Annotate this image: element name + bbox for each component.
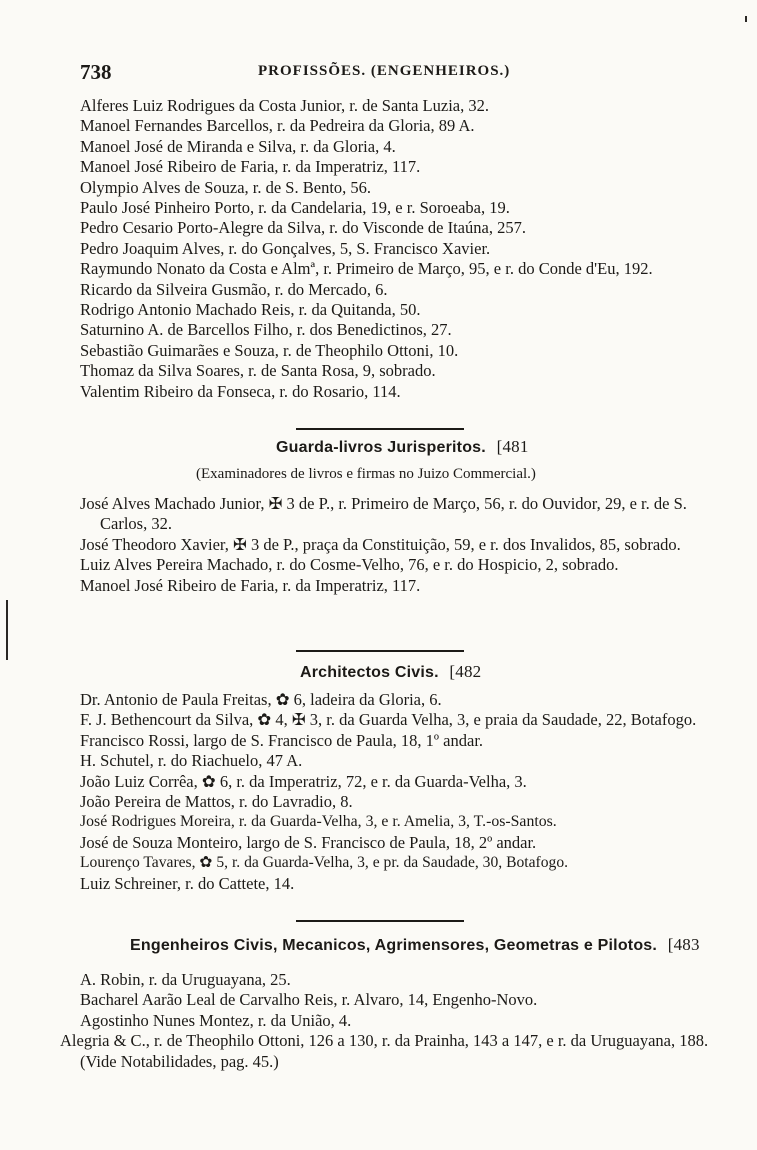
architects-list	[80, 690, 730, 894]
list-item: Francisco Rossi, largo de S. Francisco de Paula, 18, 1º andar.	[80, 730, 484, 750]
section-ref: [483	[667, 935, 700, 954]
list-item: Ricardo da Silveira Gusmão, r. do Mercado, 6.	[80, 279, 388, 299]
list-item: Dr. Antonio de Paula Freitas, ✿ 6, ladeira da Gloria, 6.	[80, 690, 442, 709]
list-item: Paulo José Pinheiro Porto, r. da Candelaria, 19, e r. Soroeaba, 19.	[80, 198, 510, 218]
list-item: Saturnino A. de Barcellos Filho, r. dos Benedictinos, 27.	[80, 320, 452, 340]
running-head: PROFISSÕES. (ENGENHEIROS.)	[258, 63, 511, 79]
section-ref: [482	[449, 662, 482, 681]
list-item: João Luiz Corrêa, ✿ 6, r. da Imperatriz, 72, e r. da Guarda-Velha, 3.	[80, 771, 527, 791]
section-title-engenheiros	[130, 935, 700, 955]
list-item: Manoel José Ribeiro de Faria, r. da Imperatriz, 117.	[80, 575, 421, 595]
list-item: Alferes Luiz Rodrigues da Costa Junior, r. de Santa Luzia, 32.	[80, 96, 489, 115]
list-item: Sebastião Guimarães e Souza, r. de Theophilo Ottoni, 10.	[80, 340, 459, 360]
list-item: Luiz Alves Pereira Machado, r. do Cosme-Velho, 76, e r. do Hospicio, 2, sobrado.	[80, 555, 619, 575]
page-number: 738	[80, 60, 112, 84]
section-title-text: Architectos Civis.	[300, 664, 439, 681]
list-item: Lourenço Tavares, ✿ 5, r. da Guarda-Velha, 3, e pr. da Saudade, 30, Botafogo.	[80, 854, 569, 872]
section-divider	[296, 428, 464, 430]
list-item: José Rodrigues Moreira, r. da Guarda-Velha, 3, e r. Amelia, 3, T.-os-Santos.	[80, 813, 557, 831]
list-item: João Pereira de Mattos, r. do Lavradio, 8.	[80, 792, 353, 812]
guarda-livros-list	[80, 494, 730, 596]
section-title-text: Guarda-livros Jurisperitos.	[276, 439, 486, 456]
civil-engineers-list	[60, 970, 730, 1072]
list-item: Manoel José de Miranda e Silva, r. da Gloria, 4.	[80, 136, 396, 156]
list-item: Olympio Alves de Souza, r. de S. Bento, 56.	[80, 177, 372, 197]
section-note: (Examinadores de livros e firmas no Juizo Commercial.)	[196, 466, 536, 482]
list-item: F. J. Bethencourt da Silva, ✿ 4, ✠ 3, r. da Guarda Velha, 3, e praia da Saudade, 22, Botafogo.	[80, 710, 697, 730]
list-item: Luiz Schreiner, r. do Cattete, 14.	[80, 873, 295, 893]
list-item: Rodrigo Antonio Machado Reis, r. da Quitanda, 50.	[80, 300, 421, 320]
list-item: Thomaz da Silva Soares, r. de Santa Rosa, 9, sobrado.	[80, 361, 436, 381]
scan-edge-mark	[745, 16, 747, 22]
section-title-guarda-livros	[276, 437, 529, 457]
section-ref: [481	[496, 437, 529, 456]
page-header	[80, 60, 740, 86]
engineers-list	[80, 96, 730, 402]
section-title-architectos	[300, 662, 481, 682]
list-item: Manoel Fernandes Barcellos, r. da Pedreira da Gloria, 89 A.	[80, 116, 475, 136]
list-item: José Alves Machado Junior, ✠ 3 de P., r. Primeiro de Março, 56, r. do Ouvidor, 29, e r. de S. Carlos, 32.	[80, 494, 687, 534]
list-item: Pedro Cesario Porto-Alegre da Silva, r. do Visconde de Itaúna, 257.	[80, 218, 526, 238]
scan-edge-mark	[6, 600, 8, 660]
list-item: Raymundo Nonato da Costa e Almª, r. Primeiro de Março, 95, e r. do Conde d'Eu, 192.	[80, 259, 653, 279]
section-divider	[296, 920, 464, 922]
list-item: Pedro Joaquim Alves, r. do Gonçalves, 5, S. Francisco Xavier.	[80, 238, 491, 258]
list-item: José Theodoro Xavier, ✠ 3 de P., praça da Constituição, 59, e r. dos Invalidos, 85, sobrado.	[80, 534, 681, 554]
list-item: H. Schutel, r. do Riachuelo, 47 A.	[80, 751, 303, 771]
section-title-text: Engenheiros Civis, Mecanicos, Agrimensores, Geometras e Pilotos.	[130, 937, 658, 954]
list-item: Agostinho Nunes Montez, r. da União, 4.	[80, 1010, 352, 1030]
list-item: Bacharel Aarão Leal de Carvalho Reis, r. Alvaro, 14, Engenho-Novo.	[80, 990, 538, 1010]
list-item: Manoel José Ribeiro de Faria, r. da Imperatriz, 117.	[80, 157, 421, 177]
list-item: A. Robin, r. da Uruguayana, 25.	[80, 970, 291, 989]
list-item: José de Souza Monteiro, largo de S. Francisco de Paula, 18, 2º andar.	[80, 832, 537, 852]
section-divider	[296, 650, 464, 652]
list-item: Valentim Ribeiro da Fonseca, r. do Rosario, 114.	[80, 381, 401, 401]
list-item: Alegria & C., r. de Theophilo Ottoni, 126 a 130, r. da Prainha, 143 a 147, e r. da Uruguayana, 188. (Vide Notabilidades, pag. 45.)	[60, 1031, 709, 1071]
